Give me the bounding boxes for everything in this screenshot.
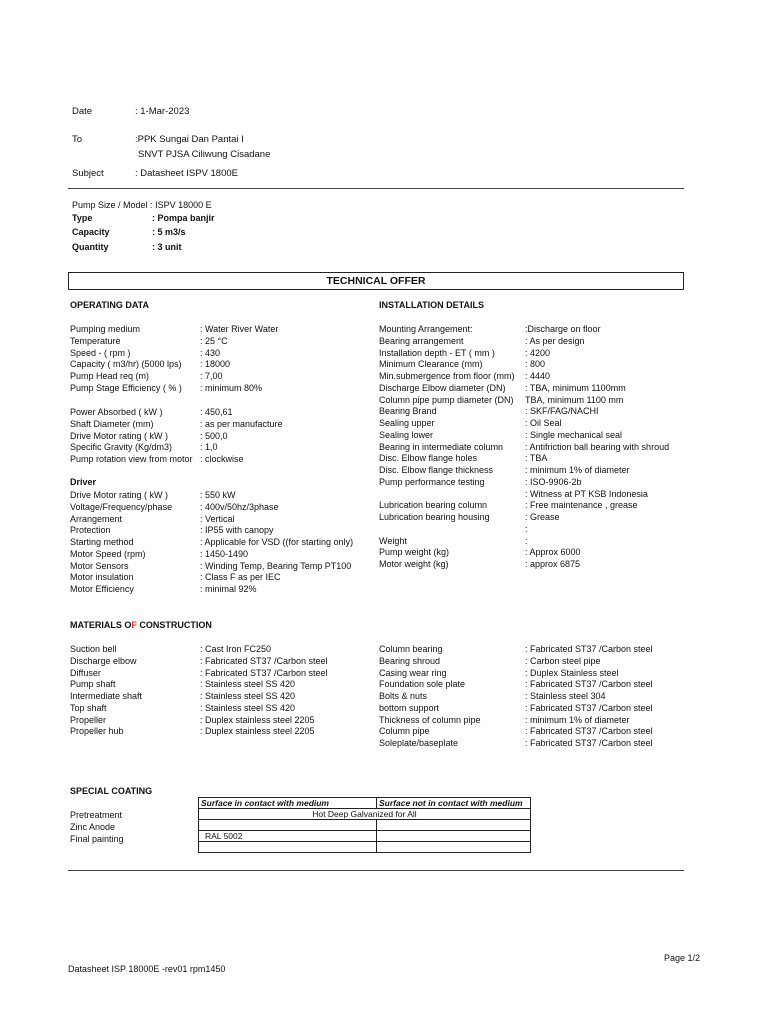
operating-item-row [70, 347, 375, 359]
installation-item-label: Minimum Clearance (mm) [379, 359, 483, 370]
operating-item-value: : as per manufacture [200, 418, 283, 429]
coating-row-pretreatment [199, 809, 531, 820]
installation-item-value: :Discharge on floor [525, 324, 601, 334]
installation-item-label: Motor weight (kg) [379, 559, 449, 569]
operating-item-row [70, 406, 375, 418]
zinc-anode-cell-2 [377, 820, 531, 831]
installation-item-value: : TBA [525, 453, 548, 464]
subject-value: : Datasheet ISPV 1800E [135, 168, 238, 179]
operating-item-row [70, 323, 375, 335]
installation-item-value: : Single mechanical seal [525, 429, 623, 440]
type-value: : Pompa banjir [152, 213, 215, 223]
zinc-anode-cell-1 [199, 820, 377, 831]
driver-item-row [70, 489, 375, 501]
driver-item-label: Motor Speed (rpm) [70, 548, 146, 559]
driver-item-value: : Class F as per IEC [200, 572, 281, 583]
installation-item-row [379, 335, 684, 347]
operating-item-label: Pump Stage Efficiency ( % ) [70, 382, 182, 393]
capacity-label: Capacity [72, 227, 110, 237]
installation-item-value: : 4440 [525, 371, 551, 381]
material-item-label: Bearing shroud [379, 655, 441, 666]
installation-item-value: : Grease [525, 512, 560, 522]
installation-item-value: : 4200 [525, 347, 551, 358]
installation-item-row [379, 405, 684, 417]
driver-item-row [70, 513, 375, 525]
material-item-value: : Fabricated ST37 /Carbon steel [525, 679, 653, 690]
material-item-row [70, 725, 375, 737]
operating-item-value: : 18000 [200, 359, 231, 370]
installation-item-row [379, 347, 684, 359]
driver-item-value: : Vertical [200, 513, 235, 524]
driver-item-label: Motor Sensors [70, 560, 129, 571]
material-item-row [379, 725, 684, 737]
driver-item-label: Starting method [70, 537, 134, 547]
installation-item-row [379, 535, 684, 547]
coating-table-header [199, 798, 531, 809]
subject-label: Subject [72, 168, 104, 179]
installation-item-row [379, 382, 684, 394]
driver-item-label: Arrangement [70, 513, 123, 524]
material-item-row [70, 702, 375, 714]
to-value-line2: SNVT PJSA Ciliwung Cisadane [138, 149, 271, 160]
material-item-label: Diffuser [70, 667, 101, 678]
date-value: : 1-Mar-2023 [135, 106, 190, 117]
operating-item-label: Drive Motor rating ( kW ) [70, 430, 169, 441]
installation-item-value: : 800 [525, 359, 546, 370]
material-item-row [379, 690, 684, 702]
to-value-line1: :PPK Sungai Dan Pantai I [135, 134, 244, 145]
installation-item-label: Sealing upper [379, 418, 435, 428]
materials-heading-red-letter: F [131, 620, 137, 630]
installation-item-label: Disc. Elbow flange holes [379, 453, 478, 464]
operating-item-value: : minimum 80% [200, 382, 263, 393]
operating-item-label: Pumping medium [70, 324, 141, 334]
date-label: Date [72, 106, 93, 117]
operating-item-row [70, 441, 375, 453]
blank-cell-1 [199, 842, 377, 853]
coating-col-no-contact: Surface not in contact with medium [377, 798, 531, 809]
operating-item-value: : 25 °C [200, 335, 228, 346]
driver-item-value: : Applicable for VSD ((for starting only) [200, 537, 354, 547]
operating-item-value: : Water River Water [200, 324, 279, 334]
coating-row-blank [199, 842, 531, 853]
to-label: To [72, 134, 83, 145]
installation-item-row [379, 358, 684, 370]
driver-item-value: : IP55 with canopy [200, 525, 274, 536]
installation-item-value: : ISO-9906-2b [525, 476, 582, 487]
installation-item-value: : [525, 535, 528, 546]
material-item-value: : Duplex stainless steel 2205 [200, 726, 315, 737]
installation-item-row [379, 417, 684, 429]
installation-item-value: : approx 6875 [525, 559, 581, 569]
coating-row-final-painting [199, 831, 531, 842]
driver-item-value: : Winding Temp, Bearing Temp PT100 [200, 560, 352, 571]
material-item-row [379, 643, 684, 655]
operating-item-row [70, 382, 375, 394]
installation-item-row [379, 476, 684, 488]
installation-item-label: Min.submergence from floor (mm) [379, 371, 515, 381]
final-painting-value: RAL 5002 [199, 831, 377, 842]
material-item-value: : Duplex Stainless steel [525, 667, 619, 678]
material-item-label: Foundation sole plate [379, 679, 466, 690]
operating-item-label: Speed - ( rpm ) [70, 347, 131, 358]
material-item-label: Suction bell [70, 644, 117, 654]
operating-item-label: Temperature [70, 335, 121, 346]
material-item-label: Propeller [70, 714, 107, 725]
material-item-row [70, 690, 375, 702]
materials-heading-part3: CONSTRUCTION [136, 620, 212, 630]
coating-row-zinc-anode [199, 820, 531, 831]
driver-item-value: : minimal 92% [200, 584, 257, 594]
material-item-row [379, 667, 684, 679]
installation-item-row [379, 523, 684, 535]
operating-item-label: Specific Gravity (Kg/dm3) [70, 442, 173, 453]
material-item-value: : Fabricated ST37 /Carbon steel [525, 644, 653, 654]
operating-item-label: Pump rotation view from motor [70, 454, 193, 464]
driver-item-row [70, 548, 375, 560]
material-item-label: Column bearing [379, 644, 443, 654]
installation-item-value: : Witness at PT KSB Indonesia [525, 488, 648, 499]
installation-item-row [379, 499, 684, 511]
material-item-row [70, 667, 375, 679]
operating-item-value: : 500,0 [200, 430, 228, 441]
pretreatment-value: Hot Deep Galvanized for All [199, 809, 531, 820]
operating-item-row [70, 358, 375, 370]
pump-model-value: ISPV 18000 E [155, 200, 212, 210]
driver-item-label: Voltage/Frequency/phase [70, 501, 173, 512]
operating-data-heading: OPERATING DATA [70, 300, 149, 310]
driver-item-row [70, 560, 375, 572]
coating-table [198, 797, 531, 853]
material-item-label: Bolts & nuts [379, 691, 428, 701]
materials-heading-part1: MATERIALS O [70, 620, 132, 630]
installation-item-label: Bearing arrangement [379, 335, 464, 346]
material-item-row [70, 655, 375, 667]
pump-model-label: Pump Size / Model : [72, 200, 153, 210]
operating-item-label: Capacity ( m3/hr) (5000 lps) [70, 359, 182, 370]
installation-item-value: : SKF/FAG/NACHI [525, 406, 599, 417]
coating-divider [68, 870, 684, 871]
operating-item-label: Shaft Diameter (mm) [70, 418, 154, 429]
operating-item-value: : 7,00 [200, 371, 223, 381]
material-item-label: Pump shaft [70, 679, 116, 690]
installation-item-row [379, 488, 684, 500]
installation-item-value: : Free maintenance , grease [525, 500, 638, 511]
material-item-row [379, 737, 684, 749]
driver-item-row [70, 571, 375, 583]
material-item-label: Discharge elbow [70, 655, 137, 666]
installation-item-label: Lubrication bearing column [379, 500, 488, 511]
installation-details-heading: INSTALLATION DETAILS [379, 300, 484, 310]
material-item-value: : Fabricated ST37 /Carbon steel [200, 655, 328, 666]
material-item-row [70, 643, 375, 655]
operating-item-label: Power Absorbed ( kW ) [70, 407, 163, 417]
material-item-value: : Stainless steel 304 [525, 691, 606, 701]
capacity-value: : 5 m3/s [152, 227, 186, 237]
material-item-value: : Fabricated ST37 /Carbon steel [200, 667, 328, 678]
installation-item-value: : Oil Seal [525, 418, 562, 428]
material-item-label: Thickness of column pipe [379, 714, 481, 725]
pretreatment-label: Pretreatment [70, 810, 123, 820]
installation-item-row [379, 370, 684, 382]
quantity-value: : 3 unit [152, 242, 182, 252]
driver-item-row [70, 583, 375, 595]
blank-cell-2 [377, 842, 531, 853]
material-item-value: : Stainless steel SS 420 [200, 679, 296, 690]
material-item-row [70, 714, 375, 726]
material-item-row [379, 678, 684, 690]
driver-item-value: : 1450-1490 [200, 548, 249, 559]
material-item-row [379, 655, 684, 667]
operating-item-value: : 430 [200, 347, 221, 358]
driver-item-row [70, 501, 375, 513]
driver-item-value: : 400v/50hz/3phase [200, 501, 279, 512]
material-item-value: : Carbon steel pipe [525, 655, 601, 666]
driver-item-value: : 550 kW [200, 490, 236, 500]
operating-item-value: : clockwise [200, 454, 244, 464]
driver-item-label: Protection [70, 525, 111, 536]
driver-item-row [70, 536, 375, 548]
material-item-row [379, 702, 684, 714]
installation-item-value: : Antifriction ball bearing with shroud [525, 441, 670, 452]
material-item-label: Propeller hub [70, 726, 124, 737]
material-item-value: : minimum 1% of diameter [525, 714, 630, 725]
driver-item-row [70, 524, 375, 536]
zinc-anode-label: Zinc Anode [70, 822, 116, 832]
operating-item-row [70, 418, 375, 430]
driver-heading: Driver [70, 477, 97, 487]
operating-item-row [70, 370, 375, 382]
material-item-label: bottom support [379, 702, 440, 713]
material-item-value: : Fabricated ST37 /Carbon steel [525, 738, 653, 748]
installation-item-row [379, 323, 684, 335]
coating-col-contact: Surface in contact with medium [199, 798, 377, 809]
type-label: Type [72, 213, 93, 223]
installation-item-label: Pump weight (kg) [379, 547, 450, 558]
installation-item-label: Bearing Brand [379, 406, 437, 417]
operating-item-value: : 1,0 [200, 442, 218, 453]
material-item-value: : Fabricated ST37 /Carbon steel [525, 726, 653, 737]
installation-item-row [379, 511, 684, 523]
installation-item-row [379, 558, 684, 570]
installation-item-row [379, 464, 684, 476]
material-item-row [379, 714, 684, 726]
technical-offer-title: TECHNICAL OFFER [68, 272, 684, 290]
material-item-label: Soleplate/baseplate [379, 738, 459, 748]
driver-item-label: Drive Motor rating ( kW ) [70, 490, 169, 500]
operating-item-row [70, 335, 375, 347]
installation-item-label: Lubrication bearing housing [379, 512, 490, 522]
operating-item-value: : 450,61 [200, 407, 233, 417]
installation-item-label: Weight [379, 535, 407, 546]
material-item-label: Intermediate shaft [70, 691, 143, 701]
material-item-value: : Cast Iron FC250 [200, 644, 272, 654]
special-coating-heading: SPECIAL COATING [70, 786, 153, 796]
installation-item-label: Column pipe pump diameter (DN) [379, 394, 514, 405]
installation-item-label: Discharge Elbow diameter (DN) [379, 382, 506, 393]
material-item-label: Column pipe [379, 726, 430, 737]
installation-item-label: Mounting Arrangement: [379, 324, 473, 334]
material-item-label: Casing wear ring [379, 667, 447, 678]
page-number: Page 1/2 [664, 953, 701, 963]
installation-item-value: : As per design [525, 335, 585, 346]
installation-item-row [379, 429, 684, 441]
quantity-label: Quantity [72, 242, 109, 252]
material-item-label: Top shaft [70, 702, 107, 713]
material-item-value: : Fabricated ST37 /Carbon steel [525, 702, 653, 713]
document-name: Datasheet ISP 18000E -rev01 rpm1450 [68, 964, 226, 974]
installation-item-label: Disc. Elbow flange thickness [379, 465, 494, 475]
operating-item-row [70, 430, 375, 442]
installation-item-row [379, 394, 684, 406]
installation-item-value: : [525, 523, 528, 534]
material-item-value: : Stainless steel SS 420 [200, 702, 296, 713]
pump-model-row [72, 199, 212, 211]
operating-item-row [70, 453, 375, 465]
driver-item-label: Motor Efficiency [70, 584, 134, 594]
installation-item-value: TBA, minimum 1100 mm [525, 394, 624, 405]
final-painting-cell-2 [377, 831, 531, 842]
materials-heading [70, 620, 212, 630]
installation-item-row [379, 546, 684, 558]
installation-item-value: : minimum 1% of diameter [525, 465, 630, 475]
driver-item-label: Motor insulation [70, 572, 134, 583]
header-divider [68, 188, 684, 189]
installation-item-value: : Approx 6000 [525, 547, 581, 558]
operating-item-label: Pump Head req (m) [70, 371, 150, 381]
installation-item-label: Bearing in intermediate column [379, 441, 504, 452]
installation-item-label: Sealing lower [379, 429, 434, 440]
installation-item-label: Installation depth - ET ( mm ) [379, 347, 495, 358]
material-item-value: : Stainless steel SS 420 [200, 691, 296, 701]
installation-item-value: : TBA, minimum 1100mm [525, 382, 626, 393]
installation-item-label: Pump performance testing [379, 476, 485, 487]
material-item-value: : Duplex stainless steel 2205 [200, 714, 315, 725]
material-item-row [70, 678, 375, 690]
installation-item-row [379, 452, 684, 464]
installation-item-row [379, 441, 684, 453]
final-painting-label: Final painting [70, 834, 124, 844]
